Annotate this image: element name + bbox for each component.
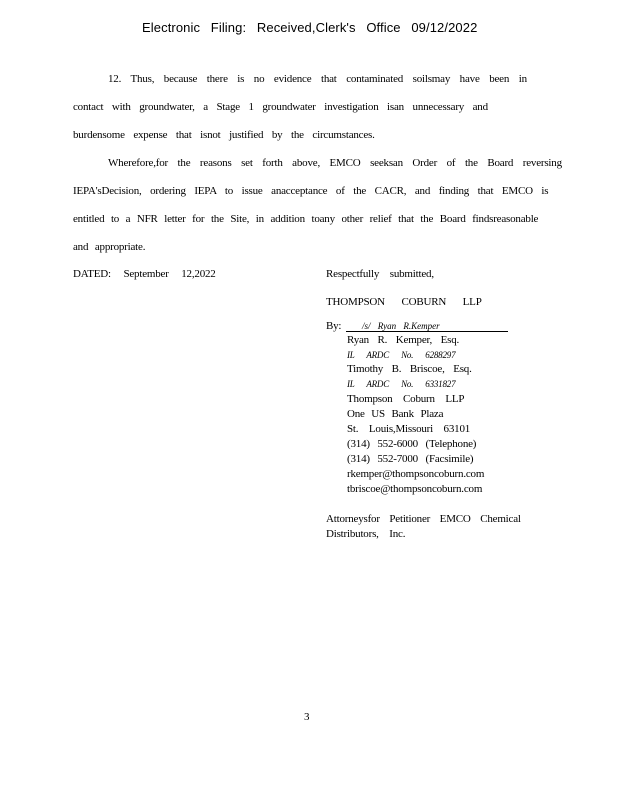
- paragraph-12-line-1: 12. Thus, because there is no evidence that contaminated soilsmay have been in: [108, 73, 527, 85]
- by-label: By:: [326, 320, 342, 332]
- wherefore-line-1: Wherefore,for the reasons set forth above, EMCO seeksan Order of the Board reversing: [108, 157, 562, 169]
- respectfully-submitted: Respectfully submitted,: [326, 268, 434, 280]
- electronic-signature: /s/ Ryan R.Kemper: [362, 321, 440, 331]
- wherefore-line-2: IEPA'sDecision, ordering IEPA to issue anacceptance of the CACR, and finding that EMCO is: [73, 185, 549, 197]
- attorneys-for-line-1: Attorneysfor Petitioner EMCO Chemical: [326, 513, 521, 525]
- telephone: (314) 552-6000 (Telephone): [347, 438, 477, 450]
- ardc-kemper: IL ARDC No. 6288297: [347, 350, 456, 360]
- facsimile: (314) 552-7000 (Facsimile): [347, 453, 474, 465]
- wherefore-line-3: entitled to a NFR letter for the Site, in addition toany other relief that the Board findsreasonable: [73, 213, 539, 225]
- dated-line: DATED: September 12,2022: [73, 268, 216, 280]
- page-number: 3: [304, 711, 310, 723]
- email-briscoe: tbriscoe@thompsoncoburn.com: [347, 483, 483, 495]
- firm-address-street: One US Bank Plaza: [347, 408, 444, 420]
- firm-address-name: Thompson Coburn LLP: [347, 393, 465, 405]
- firm-name: THOMPSON COBURN LLP: [326, 296, 482, 308]
- filing-header: Electronic Filing: Received,Clerk's Office 09/12/2022: [142, 20, 478, 35]
- firm-address-city: St. Louis,Missouri 63101: [347, 423, 471, 435]
- ardc-briscoe: IL ARDC No. 6331827: [347, 379, 456, 389]
- email-kemper: rkemper@thompsoncoburn.com: [347, 468, 485, 480]
- wherefore-line-4: and appropriate.: [73, 241, 146, 253]
- attorney-name-briscoe: Timothy B. Briscoe, Esq.: [347, 363, 472, 375]
- paragraph-12-line-2: contact with groundwater, a Stage 1 groundwater investigation isan unnecessary and: [73, 101, 488, 113]
- attorneys-for-line-2: Distributors, Inc.: [326, 528, 406, 540]
- paragraph-12-line-3: burdensome expense that isnot justified by the circumstances.: [73, 129, 375, 141]
- attorney-name-kemper: Ryan R. Kemper, Esq.: [347, 334, 460, 346]
- signature-line: [346, 331, 508, 332]
